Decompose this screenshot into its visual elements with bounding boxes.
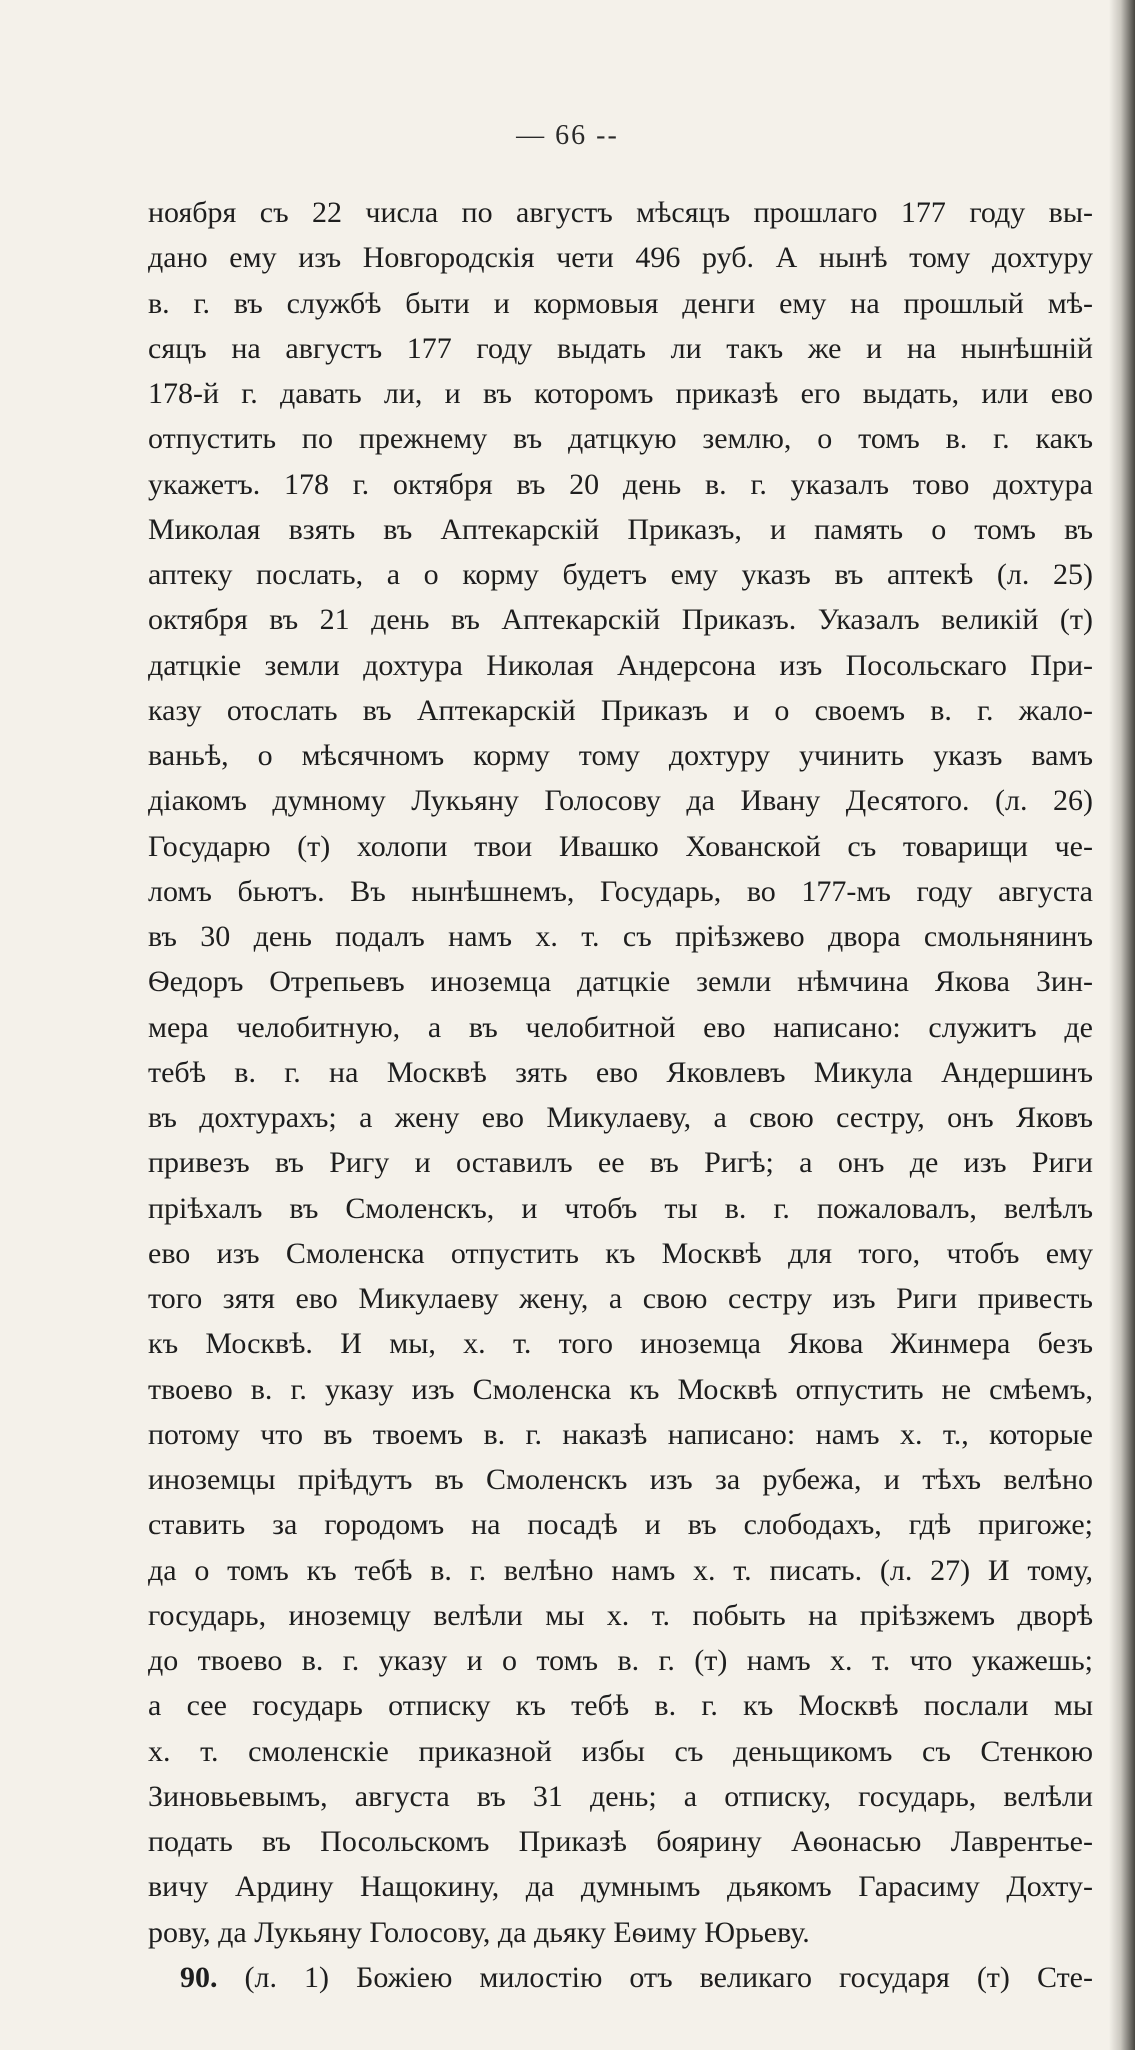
text-line: дано ему изъ Новгородскія чети 496 руб. А нынѣ тому дохтуру bbox=[148, 241, 1093, 275]
text-line: пріѣхалъ въ Смоленскъ, и чтобъ ты в. г. пожаловалъ, велѣлъ bbox=[148, 1191, 1093, 1225]
text-line: сяцъ на августъ 177 году выдать ли такъ же и на нынѣшній bbox=[148, 331, 1093, 365]
text-line: рову, да Лукьяну Голосову, да дьяку Еѳиму Юрьеву. bbox=[148, 1915, 810, 1949]
text-line: тебѣ в. г. на Москвѣ зять ево Яковлевъ Микула Андершинъ bbox=[148, 1055, 1093, 1089]
text-line: ево изъ Смоленска отпустить къ Москвѣ для того, чтобъ ему bbox=[148, 1236, 1093, 1270]
text-line: аптеку послать, а о корму будетъ ему указъ въ аптекѣ (л. 25) bbox=[148, 558, 1093, 591]
text-line: къ Москвѣ. И мы, х. т. того иноземца Якова Жинмера безъ bbox=[148, 1327, 1093, 1361]
text-line: ваньѣ, о мѣсячномъ корму тому дохтуру учинить указъ вамъ bbox=[148, 739, 1093, 772]
text-line: въ 30 день подалъ намъ х. т. съ пріѣзжево двора смольнянинъ bbox=[148, 920, 1093, 953]
text-line: вичу Ардину Нащокину, да думнымъ дьякомъ Гарасиму Дохту- bbox=[148, 1870, 1093, 1904]
text-line: въ дохтурахъ; а жену ево Микулаеву, а свою сестру, онъ Яковъ bbox=[148, 1101, 1093, 1134]
text-line: х. т. смоленскіе приказной избы съ деньщикомъ съ Стенкою bbox=[148, 1734, 1093, 1768]
text-line: укажетъ. 178 г. октября въ 20 день в. г. указалъ тово дохтура bbox=[148, 467, 1093, 501]
text-line: мера челобитную, а въ челобитной ево написано: служитъ де bbox=[148, 1010, 1093, 1044]
text-line: иноземцы пріѣдутъ въ Смоленскъ изъ за рубежа, и тѣхъ велѣно bbox=[148, 1463, 1093, 1496]
text-line: государь, иноземцу велѣли мы х. т. побыть на пріѣзжемъ дворѣ bbox=[148, 1598, 1093, 1632]
text-line: твоево в. г. указу изъ Смоленска къ Москвѣ отпустить не смѣемъ, bbox=[148, 1372, 1093, 1406]
paragraph-text: (л. 1) Божіею милостію отъ великаго государя (т) Сте- bbox=[217, 1960, 1093, 1994]
text-line: ноября съ 22 числа по августъ мѣсяцъ прошлаго 177 году вы- bbox=[148, 196, 1093, 229]
text-line: ломъ бьютъ. Въ нынѣшнемъ, Государь, во 177-мъ году августа bbox=[148, 874, 1093, 908]
text-line: привезъ въ Ригу и оставилъ ее въ Ригѣ; а онъ де изъ Риги bbox=[148, 1146, 1093, 1180]
text-line: в. г. въ службѣ быти и кормовыя денги ему на прошлый мѣ- bbox=[148, 286, 1093, 320]
text-line: октября въ 21 день въ Аптекарскій Приказъ. Указалъ великій (т) bbox=[148, 603, 1093, 637]
text-line: до твоево в. г. указу и о томъ в. г. (т) намъ х. т. что укажешь; bbox=[148, 1644, 1093, 1677]
text-line: потому что въ твоемъ в. г. наказѣ написано: намъ х. т., которые bbox=[148, 1417, 1093, 1451]
text-line: ставить за городомъ на посадѣ и въ слободахъ, гдѣ пригоже; bbox=[148, 1508, 1093, 1542]
page-number: — 66 -- bbox=[516, 120, 619, 151]
text-line: Государю (т) холопи твои Ивашко Хованской съ товарищи че- bbox=[148, 829, 1093, 863]
paragraph-start-line bbox=[148, 1955, 1093, 2000]
text-line: подать въ Посольскомъ Приказѣ боярину Аѳонасью Лаврентье- bbox=[148, 1825, 1093, 1858]
text-line: діакомъ думному Лукьяну Голосову да Ивану Десятого. (л. 26) bbox=[148, 784, 1093, 818]
page-binding-shadow bbox=[1109, 0, 1135, 2050]
text-line: отпустить по прежнему въ датцкую землю, о томъ в. г. какъ bbox=[148, 422, 1093, 456]
body-text bbox=[148, 190, 1093, 2000]
text-line: Зиновьевымъ, августа въ 31 день; а отписку, государь, велѣли bbox=[148, 1779, 1093, 1813]
document-number: 90. bbox=[180, 1960, 218, 1994]
text-line: а сее государь отписку къ тебѣ в. г. къ Москвѣ послали мы bbox=[148, 1689, 1093, 1723]
text-line: казу отослать въ Аптекарскій Приказъ и о своемъ в. г. жало- bbox=[148, 693, 1093, 727]
text-line: Миколая взять въ Аптекарскій Приказъ, и память о томъ въ bbox=[148, 512, 1093, 546]
text-line: да о томъ къ тебѣ в. г. велѣно намъ х. т. писать. (л. 27) И тому, bbox=[148, 1553, 1093, 1587]
text-line: датцкіе земли дохтура Николая Андерсона изъ Посольскаго При- bbox=[148, 648, 1093, 682]
text-line: Ѳедоръ Отрепьевъ иноземца датцкіе земли нѣмчина Якова Зин- bbox=[148, 965, 1093, 999]
text-line: 178-й г. давать ли, и въ которомъ приказѣ его выдать, или ево bbox=[148, 377, 1093, 410]
text-line: того зятя ево Микулаеву жену, а свою сестру изъ Риги привесть bbox=[148, 1282, 1093, 1315]
